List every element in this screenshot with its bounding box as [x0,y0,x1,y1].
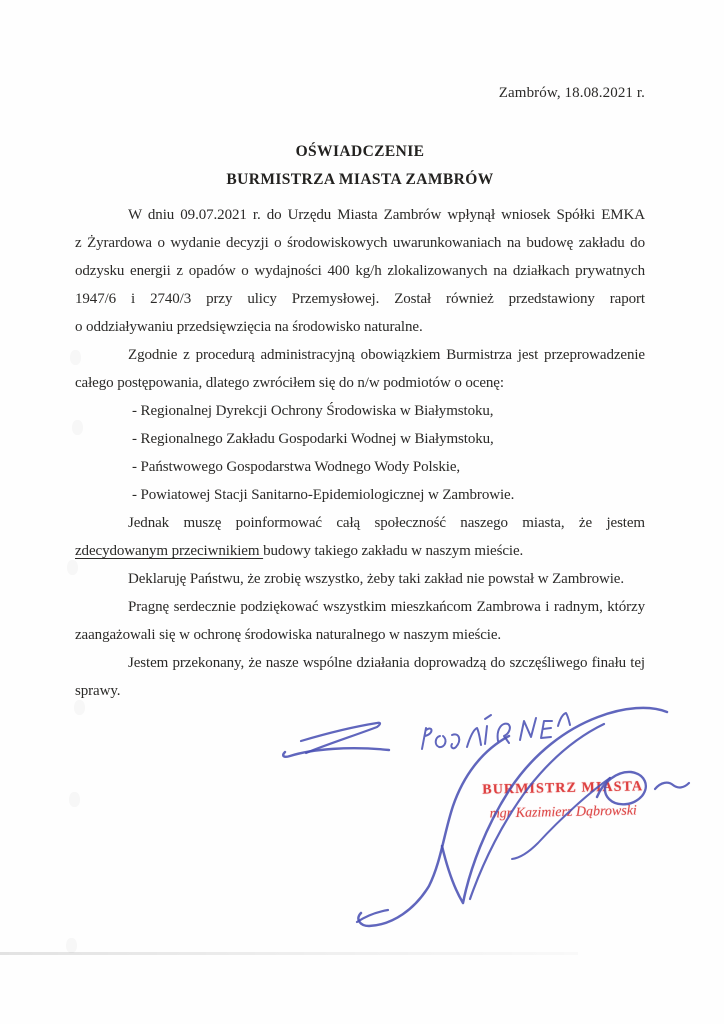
underlined-phrase: zdecydowanym przeciwnikiem [75,543,264,559]
scan-smudge [74,700,85,715]
body-line: całego postępowania, dlatego zwróciłem się do n/w podmiotów o ocenę: [75,375,504,391]
body-line: o oddziaływaniu przedsięwzięcia na środowisko naturalne. [75,319,423,335]
scan-artifact-line [0,952,578,955]
stamp-title: BURMISTRZ MIASTA [482,779,644,798]
scan-smudge [72,420,83,435]
body-line: z Żyrardowa o wydanie decyzji o środowiskowych uwarunkowaniach na budowę zakładu do [75,235,645,251]
scan-smudge [67,560,78,575]
document-subtitle: BURMISTRZA MIASTA ZAMBRÓW [226,171,494,188]
body-line: Deklaruję Państwu, że zrobię wszystko, żeby taki zakład nie powstał w Zambrowie. [128,571,625,587]
body-line: W dniu 09.07.2021 r. do Urzędu Miasta Zambrów wpłynął wniosek Spółki EMKA [128,207,645,223]
document-title: OŚWIADCZENIE [295,143,425,160]
body-line-list-item: - Państwowego Gospodarstwa Wodnego Wody Polskie, [132,459,461,475]
official-stamp [482,779,645,822]
thanks-note-ink [283,713,570,757]
body-line-list-item: - Powiatowej Stacji Sanitarno-Epidemiologicznej w Zambrowie. [132,487,515,503]
scan-smudge [70,350,81,365]
body-line: 1947/6 i 2740/3 przy ulicy Przemysłowej. Został również przedstawiony raport [75,291,645,307]
date-line: Zambrów, 18.08.2021 r. [498,85,645,101]
body-line: sprawy. [75,683,121,699]
body-line: Zgodnie z procedurą administracyjną obowiązkiem Burmistrza jest przeprowadzenie [128,347,645,363]
body-line [75,537,645,565]
scan-smudge [69,792,80,807]
body-line-rest: budowy takiego zakładu w naszym mieście. [263,543,524,559]
body-line-list-item: - Regionalnego Zakładu Gospodarki Wodnej w Białymstoku, [132,431,494,447]
body-line: odzysku energii z opadów o wydajności 400 kg/h zlokalizowanych na działkach prywatnych [75,263,645,279]
body-line: zaangażowali się w ochronę środowiska naturalnego w naszym mieście. [75,627,502,643]
document-body [75,201,645,705]
body-line: Jestem przekonany, że nasze wspólne działania doprowadzą do szczęśliwego finału tej [128,655,645,671]
body-line-list-item: - Regionalnej Dyrekcji Ochrony Środowiska w Białymstoku, [132,403,494,419]
scan-smudge [66,938,77,953]
stamp-name: mgr Kazimierz Dąbrowski [489,803,638,822]
body-line: Pragnę serdecznie podziękować wszystkim mieszkańcom Zambrowa i radnym, którzy [128,599,645,615]
body-line: Jednak muszę poinformować całą społeczność naszego miasta, że jestem [128,515,645,531]
